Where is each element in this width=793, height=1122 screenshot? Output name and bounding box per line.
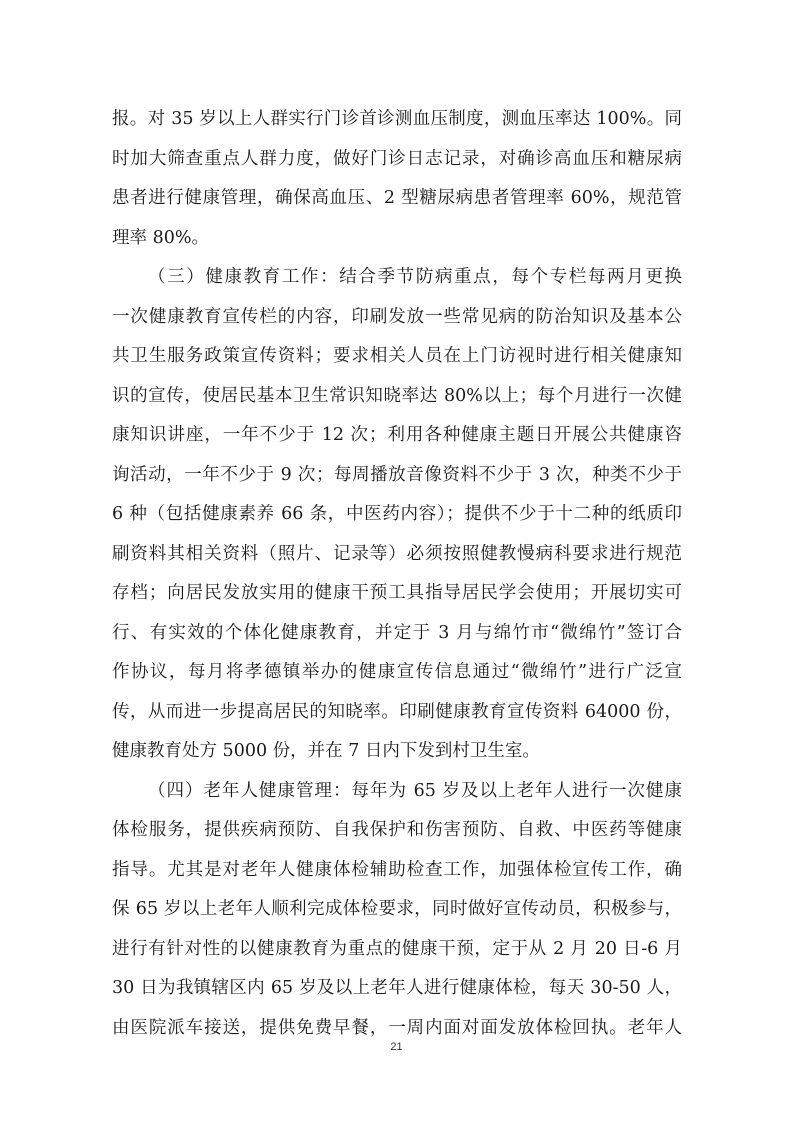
- text-line: 报。对 35 岁以上人群实行门诊首诊测血压制度，测血压率达 100%。同: [112, 109, 682, 129]
- text-line: 体检服务，提供疾病预防、自我保护和伤害预防、自救、中医药等健康: [112, 820, 682, 840]
- text-line: 患者进行健康管理，确保高血压、2 型糖尿病患者管理率 60%，规范管: [112, 188, 682, 208]
- text-line: 存档；向居民发放实用的健康干预工具指导居民学会使用；开展切实可: [112, 583, 682, 603]
- text-line: 指导。尤其是对老年人健康体检辅助检查工作，加强体检宣传工作，确: [112, 859, 682, 880]
- body-text: [112, 100, 682, 1048]
- text-line: 询活动，一年不少于 9 次；每周播放音像资料不少于 3 次，种类不少于: [112, 464, 682, 485]
- text-line: 传，从而进一步提高居民的知晓率。印刷健康教育宣传资料 64000 份，: [112, 701, 682, 722]
- text-line: 6 种（包括健康素养 66 条，中医药内容）；提供不少于十二种的纸质印: [112, 504, 682, 524]
- text-line: 由医院派车接送，提供免费早餐，一周内面对面发放体检回执。老年人: [112, 1017, 682, 1038]
- text-line: 健康教育处方 5000 份，并在 7 日内下发到村卫生室。: [112, 741, 540, 761]
- text-line: 保 65 岁以上老年人顺利完成体检要求，同时做好宣传动员，积极参与，: [112, 899, 682, 919]
- text-line: 刷资料其相关资料（照片、记录等）必须按照健教慢病科要求进行规范: [112, 543, 682, 564]
- text-line: 一次健康教育宣传栏的内容，印刷发放一些常见病的防治知识及基本公: [112, 306, 682, 327]
- text-line: 行、有实效的个体化健康教育，并定于 3 月与绵竹市“微绵竹”签订合: [112, 622, 682, 643]
- text-line: 时加大筛查重点人群力度，做好门诊日志记录，对确诊高血压和糖尿病: [112, 148, 682, 169]
- page-number: 21: [390, 1041, 403, 1053]
- text-line: 作协议，每月将孝德镇举办的健康宣传信息通过“微绵竹”进行广泛宣: [112, 662, 682, 682]
- text-line: 共卫生服务政策宣传资料；要求相关人员在上门访视时进行相关健康知: [112, 346, 682, 366]
- text-line: 康知识讲座，一年不少于 12 次；利用各种健康主题日开展公共健康咨: [112, 425, 682, 445]
- text-line: 30 日为我镇辖区内 65 岁及以上老年人进行健康体检，每天 30-50 人，: [112, 978, 682, 998]
- text-line: 识的宣传，使居民基本卫生常识知晓率达 80%以上；每个月进行一次健: [112, 385, 682, 406]
- text-line: 进行有针对性的以健康教育为重点的健康干预，定于从 2 月 20 日-6 月: [112, 938, 682, 959]
- text-line: 理率 80%。: [112, 227, 209, 248]
- section-heading-line: （四）老年人健康管理：每年为 65 岁及以上老年人进行一次健康: [148, 780, 682, 801]
- section-heading-line: （三）健康教育工作：结合季节防病重点，每个专栏每两月更换: [148, 267, 682, 287]
